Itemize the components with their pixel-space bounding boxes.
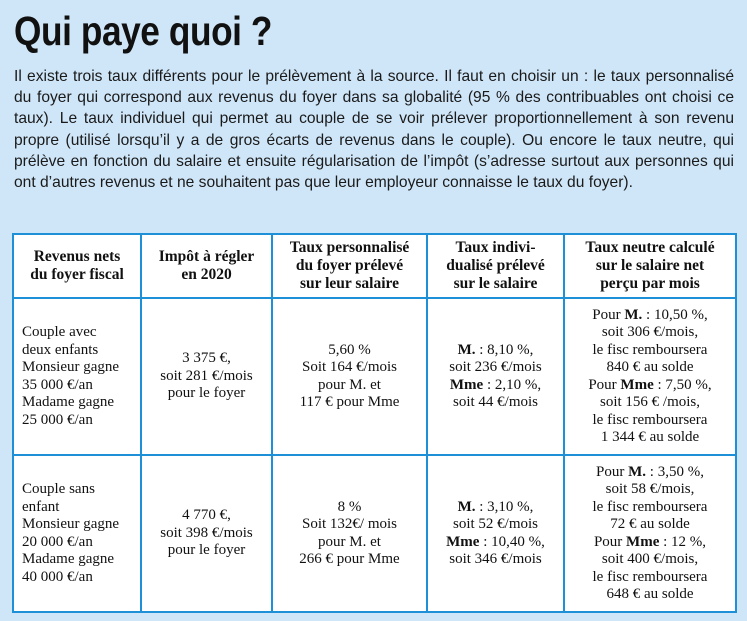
- cell-taux-neutre: Pour M. : 3,50 %, soit 58 €/mois, le fisc remboursera 72 € au solde Pour Mme : 12 %, soit 400 €/mois, le fisc remboursera 648 € au solde: [564, 455, 736, 612]
- cell-impot: 4 770 €, soit 398 €/mois pour le foyer: [141, 455, 272, 612]
- cell-taux-neutre: Pour M. : 10,50 %, soit 306 €/mois, le fisc remboursera 840 € au solde Pour Mme : 7,50 %, soit 156 € /mois, le fisc remboursera 1 344 € au solde: [564, 298, 736, 455]
- header-taux-personnalise: Taux personnalisé du foyer prélevé sur leur salaire: [272, 234, 427, 298]
- cell-taux-personnalise: 5,60 % Soit 164 €/mois pour M. et 117 € pour Mme: [272, 298, 427, 455]
- cell-revenus: Couple sans enfant Monsieur gagne 20 000 €/an Madame gagne 40 000 €/an: [13, 455, 141, 612]
- cell-revenus: Couple avec deux enfants Monsieur gagne 35 000 €/an Madame gagne 25 000 €/an: [13, 298, 141, 455]
- tax-comparison-table: [12, 233, 737, 613]
- header-impot: Impôt à régler en 2020: [141, 234, 272, 298]
- header-taux-neutre: Taux neutre calculé sur le salaire net perçu par mois: [564, 234, 736, 298]
- article-title: Qui paye quoi ?: [14, 8, 273, 54]
- cell-taux-individualise: M. : 8,10 %, soit 236 €/mois Mme : 2,10 %, soit 44 €/mois: [427, 298, 564, 455]
- cell-taux-individualise: M. : 3,10 %, soit 52 €/mois Mme : 10,40 %, soit 346 €/mois: [427, 455, 564, 612]
- cell-impot: 3 375 €, soit 281 €/mois pour le foyer: [141, 298, 272, 455]
- header-taux-individualise: Taux indivi- dualisé prélevé sur le salaire: [427, 234, 564, 298]
- table-header-row: [13, 234, 736, 298]
- table-row: [13, 455, 736, 612]
- article-intro: Il existe trois taux différents pour le prélèvement à la source. Il faut en choisir un : le taux personnalisé du foyer qui correspond aux revenus du foyer dans sa globalité (95 % des contribuables ont choisi ce taux). Le taux individuel qui permet au couple de se voir prélever proportionnellement à son revenu propre (utilisé lorsqu’il y a de gros écarts de revenus dans le couple). Ou encore le taux neutre, qui prélève en fonction du salaire et ensuite régularisation de l’impôt (s’adresse surtout aux personnes qui ont d’autres revenus et ne souhaitent pas que leur employeur connaisse le taux du foyer).: [14, 68, 734, 192]
- cell-taux-personnalise: 8 % Soit 132€/ mois pour M. et 266 € pour Mme: [272, 455, 427, 612]
- table-row: [13, 298, 736, 455]
- header-revenus: Revenus nets du foyer fiscal: [13, 234, 141, 298]
